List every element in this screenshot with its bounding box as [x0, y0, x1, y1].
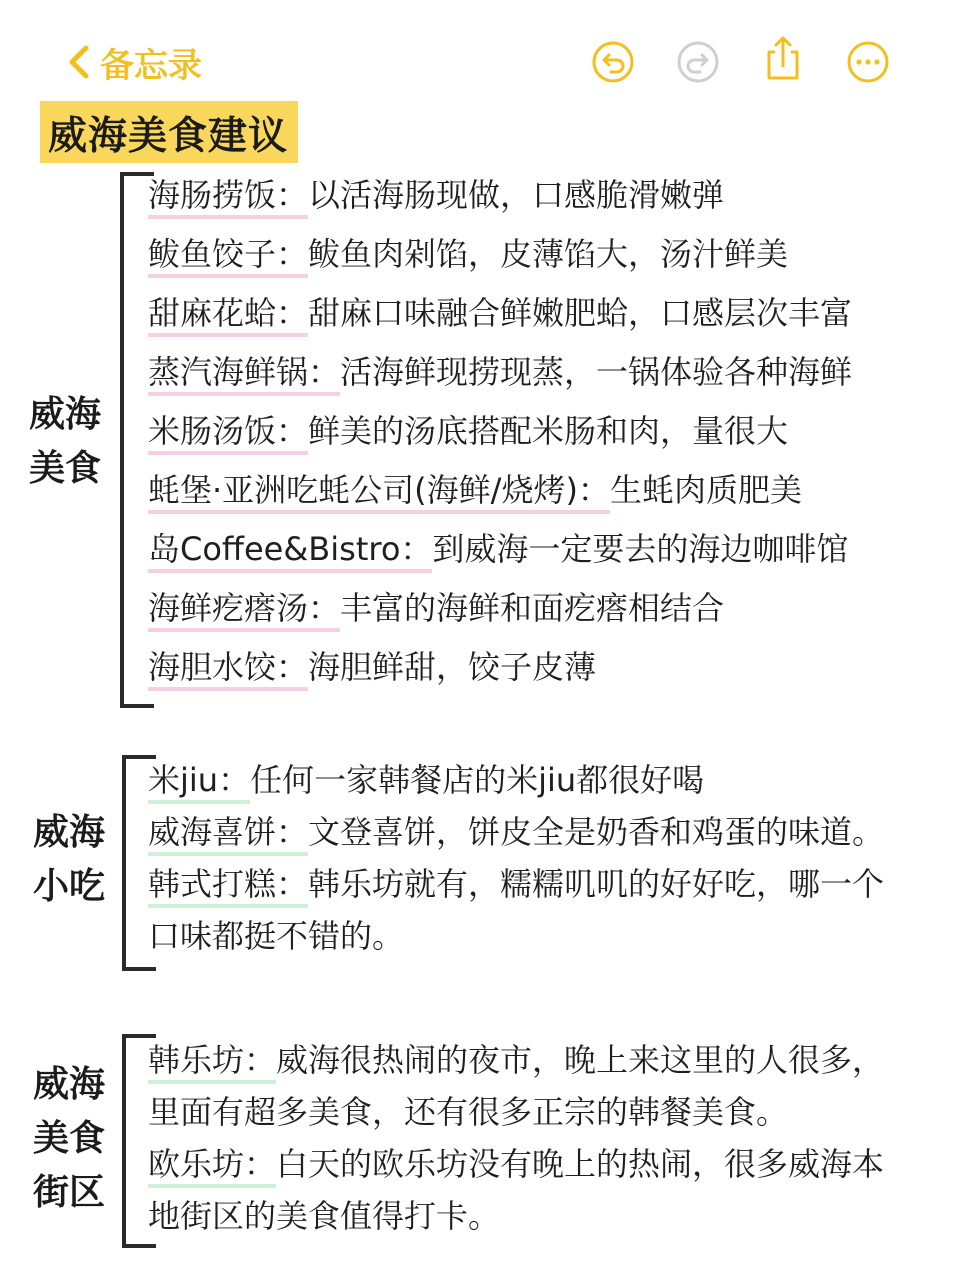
item-key: 威海喜饼：: [148, 812, 308, 856]
share-icon[interactable]: [761, 34, 805, 84]
item-key: 韩式打糕：: [148, 864, 308, 908]
section-label-line: 美食: [28, 448, 101, 489]
item-key: 岛Coffee&Bistro：: [148, 529, 432, 573]
list-item-continuation[interactable]: [148, 910, 948, 962]
item-text: 地街区的美食值得打卡。: [148, 1197, 501, 1235]
list-item[interactable]: [148, 402, 948, 461]
section-label-line: 街区: [32, 1172, 105, 1213]
food-list: [148, 166, 948, 697]
item-key: 蒸汽海鲜锅：: [148, 352, 340, 396]
item-text: 鲅鱼肉剁馅，皮薄馅大，汤汁鲜美: [308, 235, 789, 273]
list-item[interactable]: [148, 806, 948, 858]
item-text: 活海鲜现捞现蒸，一锅体验各种海鲜: [340, 353, 853, 391]
item-key: 米jiu：: [148, 760, 250, 804]
note-title-highlight: [40, 101, 298, 163]
list-item[interactable]: [148, 284, 948, 343]
item-key: 海胆水饺：: [148, 647, 308, 691]
item-key: 鲅鱼饺子：: [148, 234, 308, 278]
section-label-line: 美食: [32, 1118, 105, 1159]
note-title[interactable]: 威海美食建议: [48, 114, 289, 159]
item-text: 韩乐坊就有，糯糯叽叽的好好吃，哪一个: [308, 865, 885, 903]
item-text: 丰富的海鲜和面疙瘩相结合: [340, 589, 725, 627]
item-text: 里面有超多美食，还有很多正宗的韩餐美食。: [148, 1093, 789, 1131]
list-item[interactable]: [148, 343, 948, 402]
list-item[interactable]: [148, 754, 948, 806]
item-text: 白天的欧乐坊没有晚上的热闹，很多威海本: [276, 1145, 885, 1183]
item-text: 任何一家韩餐店的米jiu都很好喝: [250, 761, 705, 799]
list-item[interactable]: [148, 1034, 948, 1086]
item-key: 蚝堡·亚洲吃蚝公司(海鲜/烧烤)：: [148, 470, 610, 514]
item-text: 到威海一定要去的海边咖啡馆: [432, 530, 849, 568]
list-item[interactable]: [148, 638, 948, 697]
item-key: 海鲜疙瘩汤：: [148, 588, 340, 632]
list-item-continuation[interactable]: [148, 1086, 948, 1138]
item-text: 生蚝肉质肥美: [609, 471, 802, 509]
list-item-continuation[interactable]: [148, 1190, 948, 1242]
item-text: 海胆鲜甜，饺子皮薄: [308, 648, 597, 686]
section-label-snacks: [26, 806, 112, 914]
item-text: 以活海肠现做，口感脆滑嫩弹: [308, 176, 725, 214]
item-text: 甜麻口味融合鲜嫩肥蛤，口感层次丰富: [308, 294, 853, 332]
item-key: 海肠捞饭：: [148, 175, 308, 219]
snack-list: [148, 754, 948, 962]
street-list: [148, 1034, 948, 1242]
chevron-left-icon: [66, 42, 92, 82]
list-item[interactable]: [148, 461, 948, 520]
list-item[interactable]: [148, 520, 948, 579]
more-icon[interactable]: [846, 40, 890, 84]
item-text: 文登喜饼，饼皮全是奶香和鸡蛋的味道。: [308, 813, 885, 851]
redo-icon[interactable]: [676, 40, 720, 84]
item-text: 鲜美的汤底搭配米肠和肉，量很大: [308, 412, 789, 450]
list-item[interactable]: [148, 579, 948, 638]
section-label-food-streets: [26, 1058, 112, 1220]
undo-icon[interactable]: [591, 40, 635, 84]
item-text: 口味都挺不错的。: [148, 917, 405, 955]
item-key: 米肠汤饭：: [148, 411, 308, 455]
item-key: 甜麻花蛤：: [148, 293, 308, 337]
section-label-line: 威海: [28, 394, 101, 435]
section-label-line: 威海: [32, 812, 105, 853]
item-key: 韩乐坊：: [148, 1040, 276, 1084]
back-label[interactable]: 备忘录: [100, 45, 202, 86]
item-key: 欧乐坊：: [148, 1144, 276, 1188]
list-item[interactable]: [148, 225, 948, 284]
back-button[interactable]: [66, 38, 202, 86]
list-item[interactable]: [148, 858, 948, 910]
item-text: 威海很热闹的夜市，晚上来这里的人很多，: [276, 1041, 885, 1079]
list-item[interactable]: [148, 166, 948, 225]
section-label-food: [22, 388, 108, 496]
list-item[interactable]: [148, 1138, 948, 1190]
section-label-line: 小吃: [32, 866, 105, 907]
section-label-line: 威海: [32, 1064, 105, 1105]
